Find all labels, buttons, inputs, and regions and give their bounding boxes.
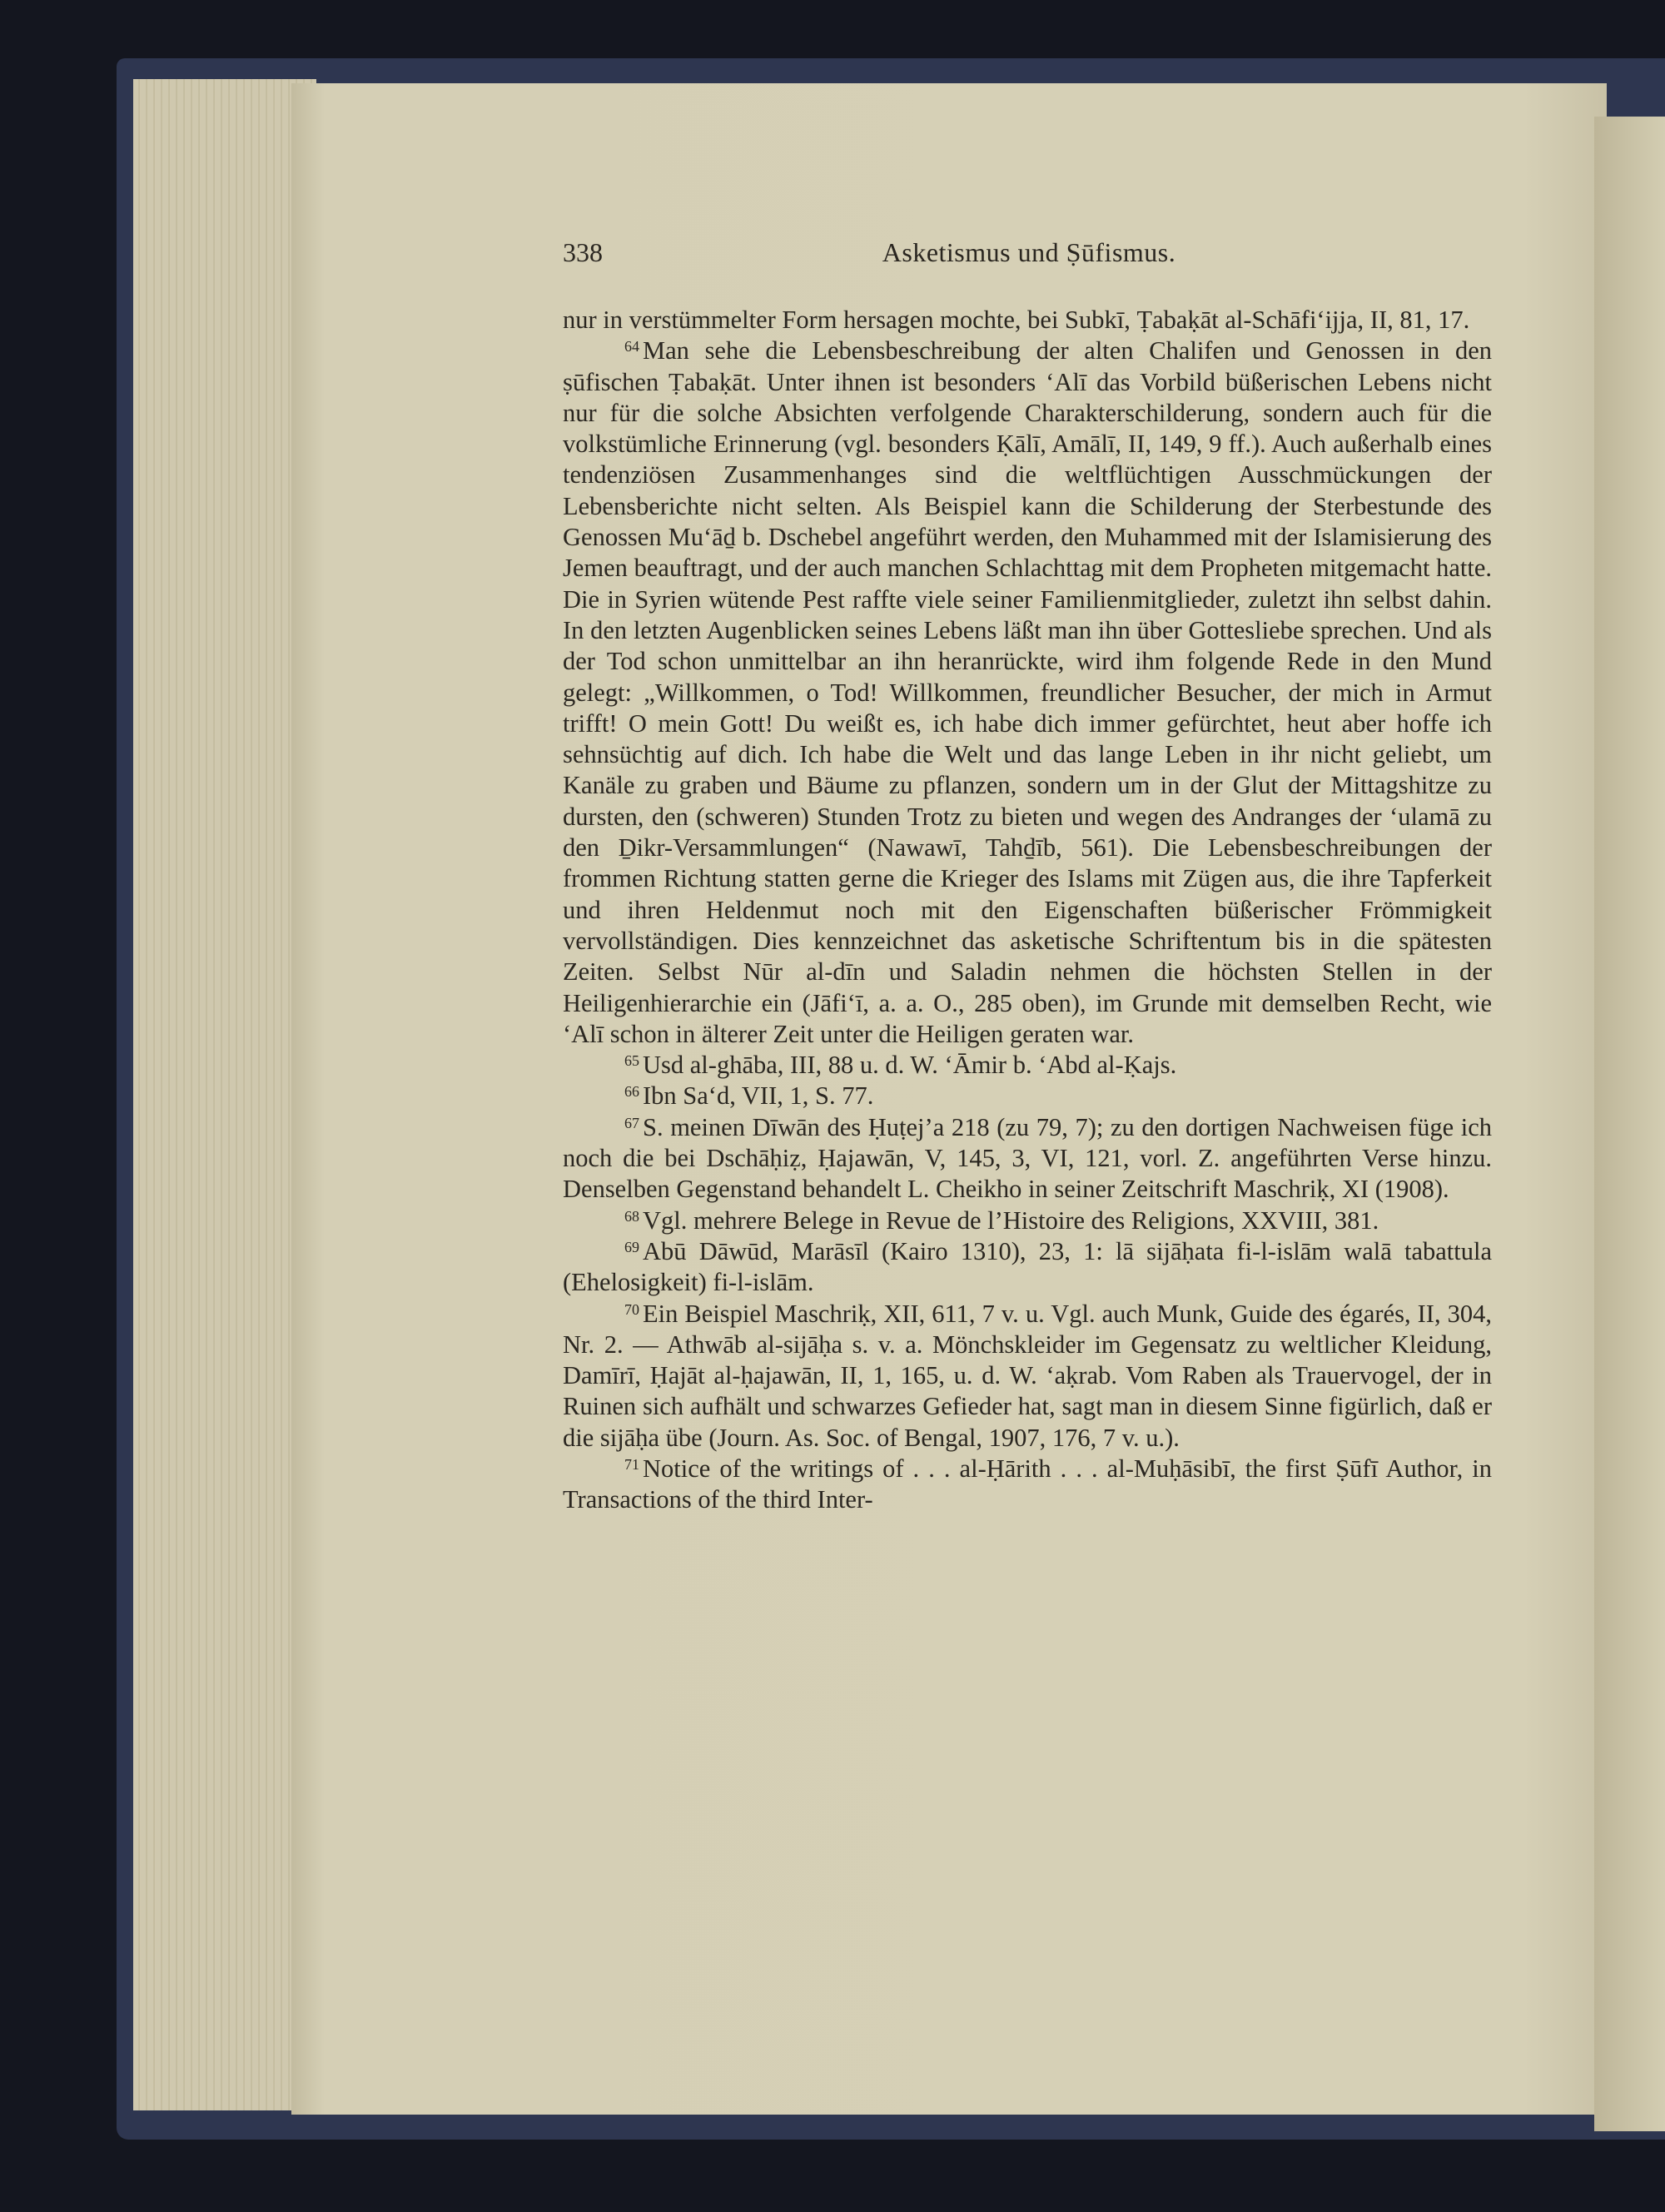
- footnote-70: [563, 1299, 1492, 1454]
- footnote-marker: 69: [624, 1238, 639, 1255]
- footnote-text: Ibn Sa‘d, VII, 1, S. 77.: [643, 1081, 874, 1111]
- footnote-66: [563, 1081, 1492, 1111]
- paragraph-text: nur in verstümmelter Form hersagen mochte, bei Subkī, Ṭabaḳāt al-Schāfi‘ijja, II, 81, 17.: [563, 306, 1470, 334]
- footnote-text: Vgl. mehrere Belege in Revue de l’Histoire des Religions, XXVIII, 381.: [643, 1205, 1379, 1235]
- footnote-64: [563, 336, 1492, 1050]
- page-number: 338: [563, 237, 603, 267]
- footnote-marker: 64: [624, 338, 639, 355]
- footnote-marker: 71: [624, 1455, 639, 1473]
- footnote-marker: 66: [624, 1083, 639, 1101]
- footnote-marker: 70: [624, 1300, 639, 1318]
- footnote-marker: 67: [624, 1114, 639, 1131]
- footnote-marker: 68: [624, 1207, 639, 1225]
- page-edges: [133, 79, 316, 2110]
- page-body: [563, 305, 1492, 1928]
- footnote-marker: 65: [624, 1052, 639, 1070]
- footnote-text: Usd al-ghāba, III, 88 u. d. W. ‘Āmir b. ‘Abd al-Ḳajs.: [643, 1051, 1177, 1080]
- running-title: Asketismus und Ṣūfismus.: [882, 237, 1176, 267]
- footnote-text: Abū Dāwūd, Marāsīl (Kairo 1310), 23, 1: lā sijāḥata fi-l-islām walā tabattula (Ehelosigkeit) fi-l-islām.: [563, 1236, 1492, 1297]
- footnote-text: Ein Beispiel Maschriḳ, XII, 611, 7 v. u. Vgl. auch Munk, Guide des égarés, II, 304, Nr. 2. — Athwāb al-sijāḥa s. v. a. Mönchskleider im Gegensatz zu weltlicher Kleidung, Damīrī, Ḥajāt al-ḥajawān, II, 1, 165, u. d. W. ‘aḳrab. Vom Raben als Trauervogel, der in Ruinen sich aufhält und schwarzes Gefieder hat, sagt man in diesem Sinne figürlich, daß er die sijāḥa übe (Journ. As. Soc. of Bengal, 1907, 176, 7 v. u.).: [563, 1299, 1492, 1452]
- footnote-text: Notice of the writings of . . . al-Ḥārith . . . al-Muḥāsibī, the first Ṣūfī Author, in Transactions of the third Inter-: [563, 1454, 1492, 1514]
- footnote-71: [563, 1454, 1492, 1516]
- footnote-68: [563, 1205, 1492, 1236]
- right-page-edge: [1594, 117, 1665, 2131]
- footnote-65: [563, 1050, 1492, 1081]
- footnote-67: [563, 1112, 1492, 1205]
- paragraph-continuation: [563, 305, 1492, 336]
- footnote-text: S. meinen Dīwān des Ḥuṭej’a 218 (zu 79, 7); zu den dortigen Nachweisen füge ich noch die bei Dschāḥiẓ, Ḥajawān, V, 145, 3, VI, 121, vorl. Z. angeführten Verse hinzu. Denselben Gegenstand behandelt L. Cheikho in seiner Zeitschrift Maschriḳ, XI (1908).: [563, 1112, 1492, 1204]
- footnote-69: [563, 1236, 1492, 1299]
- footnote-text: Man sehe die Lebensbeschreibung der alten Chalifen und Genossen in den ṣūfischen Ṭabaḳāt. Unter ihnen ist besonders ‘Alī das Vorbild büßerischen Lebens nicht nur für die solche Absichten verfolgende Charakterschilderung, sondern auch für die volkstümliche Erinnerung (vgl. besonders Ḳālī, Amālī, II, 149, 9 ff.). Auch außerhalb eines tendenziösen Zusammenhanges sind die weltflüchtigen Ausschmückungen der Lebensberichte nicht selten. Als Beispiel kann die Schilderung der Sterbestunde des Genossen Mu‘āḏ b. Dschebel angeführt werden, den Muhammed mit der Islamisierung des Jemen beauftragt, und der auch manchen Schlachttag mit dem Propheten mitgemacht hatte. Die in Syrien wütende Pest raffte viele seiner Familienmitglieder, zuletzt ihn selbst dahin. In den letzten Augenblicken seines Lebens läßt man ihn über Gottesliebe sprechen. Und als der Tod schon unmittelbar an ihn heranrückte, wird ihm folgende Rede in den Mund gelegt: „Willkommen, o Tod! Willkommen, freundlicher Besucher, der mich in Armut trifft! O mein Gott! Du weißt es, ich habe dich immer gefürchtet, heut aber hoffe ich sehnsüchtig auf dich. Ich habe die Welt und das lange Leben in ihr nicht geliebt, um Kanäle zu graben und Bäume zu pflanzen, sondern um in der Glut der Mittagshitze zu dursten, den (schweren) Stunden Trotz zu bieten und wegen des Andranges der ‘ulamā zu den Ḏikr-Versammlungen“ (Nawawī, Tahḏīb, 561). Die Lebensbeschreibungen der frommen Richtung statten gerne die Krieger des Islams mit Zügen aus, die ihre Tapferkeit und ihren Heldenmut noch mit den Eigenschaften büßerischer Frömmigkeit vervollständigen. Dies kennzeichnet das asketische Schriftentum bis in die spätesten Zeiten. Selbst Nūr al-dīn und Saladin nehmen die höchsten Stellen in der Heiligenhierarchie ein (Jāfi‘ī, a. a. O., 285 oben), im Grunde mit demselben Recht, wie ‘Alī schon in älterer Zeit unter die Heiligen geraten war.: [563, 336, 1492, 1048]
